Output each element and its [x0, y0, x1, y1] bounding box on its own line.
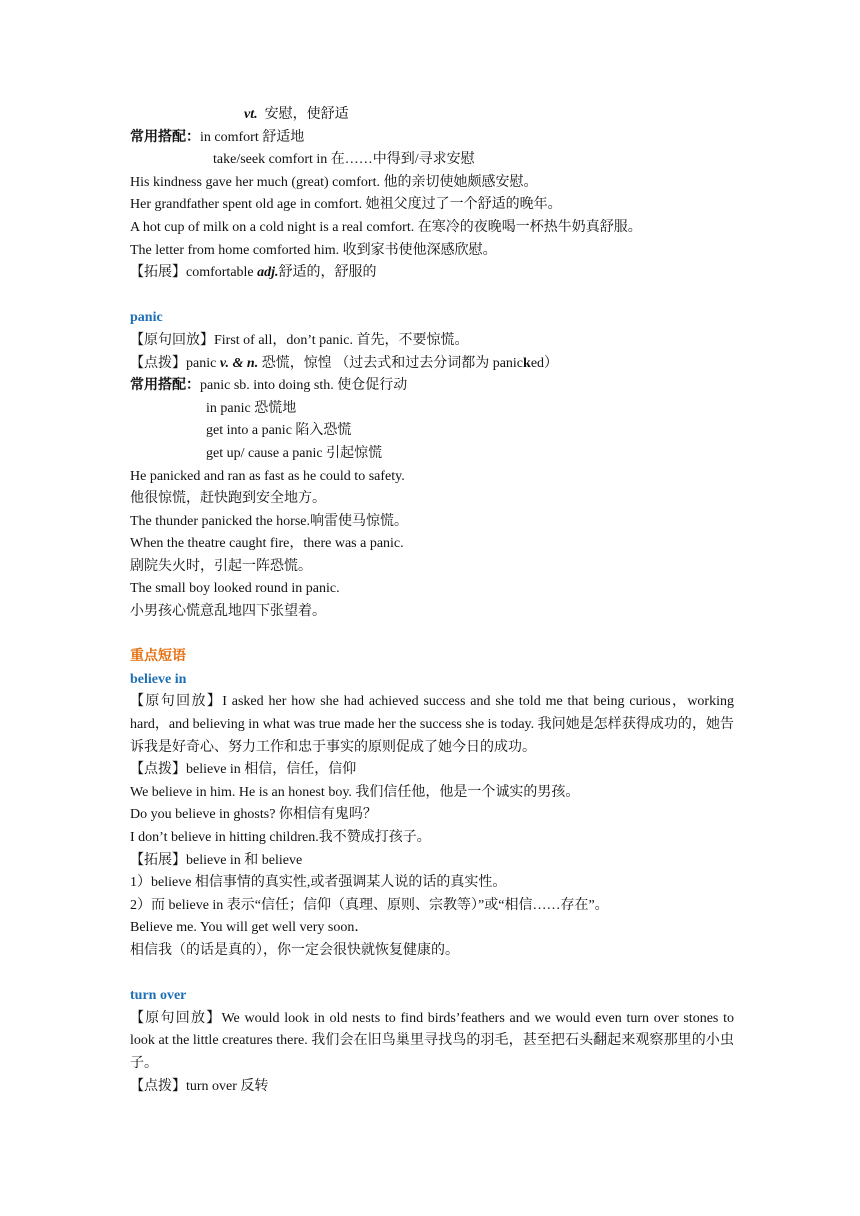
believe-in-example-1: We believe in him. He is an honest boy. 我们信任他，他是一个诚实的男孩。: [130, 784, 580, 800]
part-of-speech: adj.: [257, 265, 279, 281]
section-title: 重点短语: [130, 649, 186, 665]
collocation-label: 常用搭配：: [130, 378, 200, 394]
believe-in-original-sentence: 【原句回放】I asked her how she had achieved success and she told me that being curious，working hard，and believing in what was true made her the success she is today. 我问她是怎样获得成功的，她告诉我是好奇心、努力工作和忠于事实的原则促成了她今日的成功。: [130, 694, 734, 755]
comfort-vt-definition: [130, 104, 734, 127]
believe-in-example-en: Believe me. You will get well very soon．: [130, 920, 369, 936]
believe-in-example-3: I don’t believe in hitting children.我不赞成打孩子。: [130, 830, 431, 845]
panic-collocation-1: [130, 375, 734, 398]
tip-meaning: 恐慌，惊惶 （过去式和过去分词都为 panic: [258, 355, 524, 371]
part-of-speech: v. & n.: [219, 355, 259, 371]
panic-collocation-2: in panic 恐慌地: [206, 400, 297, 416]
turn-over-tip: 【点拨】turn over 反转: [130, 1078, 269, 1094]
tip-emphasis: k: [523, 355, 531, 371]
comfort-example-1: His kindness gave her much (great) comfort. 他的亲切使她颇感安慰。: [130, 174, 538, 190]
turn-over-heading: turn over: [130, 988, 187, 1004]
believe-in-point-1: 1）believe 相信事情的真实性,或者强调某人说的话的真实性。: [130, 875, 507, 891]
definition-text: 安慰，使舒适: [264, 107, 349, 122]
panic-heading: panic: [130, 310, 163, 326]
collocation-text: in comfort 舒适地: [200, 129, 305, 145]
panic-example-2: 他很惊慌，赶快跑到安全地方。: [130, 491, 326, 507]
believe-in-extension: 【拓展】believe in 和 believe: [130, 852, 303, 868]
panic-example-1: He panicked and ran as fast as he could to safety.: [130, 468, 405, 484]
spacer: [130, 285, 734, 308]
panic-collocation-3: get into a panic 陷入恐慌: [206, 423, 352, 439]
turn-over-original-sentence: 【原句回放】We would look in old nests to find birds’feathers and we would even turn over stones to look at the little creatures there. 我们会在旧鸟巢里寻找鸟的羽毛，甚至把石头翻起来观察那里的小虫子。: [130, 1010, 734, 1071]
believe-in-heading: believe in: [130, 671, 187, 687]
believe-in-example-zh: 相信我（的话是真的），你一定会很快就恢复健康的。: [130, 942, 459, 958]
comfort-extension: [130, 262, 734, 285]
panic-example-7: 小男孩心慌意乱地四下张望着。: [130, 604, 326, 620]
spacer: [130, 963, 734, 986]
comfort-example-2: Her grandfather spent old age in comfort. 她祖父度过了一个舒适的晚年。: [130, 197, 562, 213]
believe-in-point-2: 2）而 believe in 表示“信任；信仰（真理、原则、宗教等）”或“相信……存在”。: [130, 897, 609, 913]
comfort-example-3: A hot cup of milk on a cold night is a real comfort. 在寒冷的夜晚喝一杯热牛奶真舒服。: [130, 219, 642, 235]
extension-meaning: 舒适的，舒服的: [278, 265, 377, 281]
extension-prefix: 【拓展】comfortable: [130, 265, 258, 281]
believe-in-tip: 【点拨】believe in 相信，信任，信仰: [130, 762, 357, 778]
part-of-speech: vt.: [244, 107, 258, 122]
panic-original-sentence: 【原句回放】First of all，don’t panic. 首先，不要惊慌。: [130, 332, 469, 348]
document-content: [130, 104, 734, 1098]
panic-example-5: 剧院失火时，引起一阵恐慌。: [130, 558, 312, 574]
comfort-collocation-1: [130, 127, 734, 150]
tip-suffix: ed）: [530, 355, 559, 371]
panic-example-3: The thunder panicked the horse.响雷使马惊慌。: [130, 513, 408, 529]
panic-collocation-4: get up/ cause a panic 引起惊慌: [206, 445, 383, 461]
comfort-collocation-2: take/seek comfort in 在……中得到/寻求安慰: [213, 152, 475, 168]
panic-example-4: When the theatre caught fire，there was a panic.: [130, 536, 404, 552]
comfort-example-4: The letter from home comforted him. 收到家书使他深感欣慰。: [130, 242, 497, 258]
believe-in-example-2: Do you believe in ghosts? 你相信有鬼吗？: [130, 807, 377, 823]
spacer: [130, 624, 734, 647]
panic-example-6: The small boy looked round in panic.: [130, 581, 340, 597]
panic-tip: [130, 353, 734, 376]
tip-prefix: 【点拨】panic: [130, 355, 220, 371]
collocation-text: panic sb. into doing sth. 使仓促行动: [200, 378, 408, 394]
collocation-label: 常用搭配：: [130, 129, 200, 145]
